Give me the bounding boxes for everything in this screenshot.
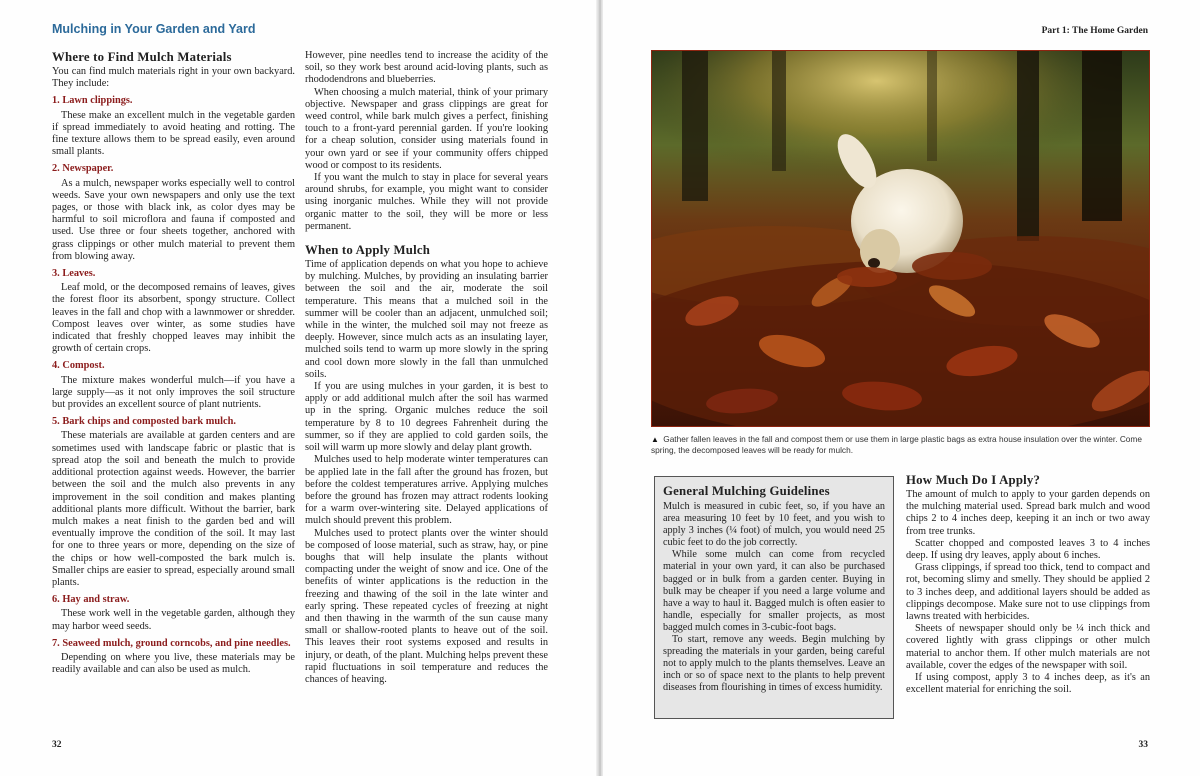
body-paragraph: If you are using mulches in your garden, it is best to apply or add additional mulch after the soil has warmed up in the spring. Organic mulches reduce the soil temperature by 8 to 10 degrees Fahrenheit during the summer, so if they are applied to cold garden soils, the soil will warm up more slowly and delay plant growth.: [305, 381, 548, 454]
guidelines-sidebar: [654, 476, 894, 719]
item-title: 6. Hay and straw.: [52, 594, 130, 606]
page-number-left: 32: [52, 740, 62, 750]
item-title: 7. Seaweed mulch, ground corncobs, and pine needles.: [52, 637, 291, 649]
body-paragraph: Sheets of newspaper should only be ¼ inch thick and covered lightly with grass clippings or other mulch material to anchor them. If other mulch materials are not available, cover the edges of the newspaper with soil.: [906, 623, 1150, 671]
item-paragraph: Leaf mold, or the decomposed remains of leaves, gives the forest floor its absorbent, spongy structure. Collect leaves in the fall and chop with a lawnmower or shredder. Compost leaves over winter, as some studies have indicated that freshly chopped leaves may inhibit the growth of certain crops.: [52, 282, 295, 355]
body-paragraph: However, pine needles tend to increase the acidity of the soil, so they work best around acid-loving plants, such as rhododendrons and blueberries.: [305, 50, 548, 86]
body-paragraph: If using compost, apply 3 to 4 inches deep, as it's an excellent material for enriching the soil.: [906, 672, 1150, 696]
left-column-2: [305, 50, 548, 686]
item-title: 4. Compost.: [52, 360, 105, 372]
item-paragraph: Depending on where you live, these materials may be readily available and can also be used as mulch.: [52, 651, 295, 676]
item-title: 2. Newspaper.: [52, 163, 114, 175]
item-paragraph: As a mulch, newspaper works especially well to control weeds. Save your own newspapers and only use the text pages, or those with black ink, as color dyes may be harmful to soil microflora and fauna if composted and used. Use three or four sheets together, anchored with grass clippings or other mulch material to prevent them from blowing away.: [52, 177, 295, 262]
photo-caption: [651, 434, 1151, 456]
page-number-right: 33: [1138, 740, 1148, 750]
running-head-right: Part 1: The Home Garden: [1041, 26, 1148, 36]
item-paragraph: The mixture makes wonderful mulch—if you have a large supply—as it not only improves the soil structure but provides an excellent source of plant nutrients.: [52, 374, 295, 411]
puppy-in-leaves-photo: [651, 50, 1150, 427]
body-paragraph: Grass clippings, if spread too thick, tend to compact and rot, becoming slimy and smelly. They should be applied 2 to 3 inches deep, and additional layers should be added as clippings decompose. Make sure not to use clippings from lawns treated with herbicides.: [906, 562, 1150, 623]
item-paragraph: These work well in the vegetable garden, although they may harbor weed seeds.: [52, 608, 295, 632]
body-paragraph: The amount of mulch to apply to your garden depends on the mulching material used. Spread bark mulch and wood chips 2 to 4 inches deep, keeping it an inch or two away from tree trunks.: [906, 489, 1150, 537]
body-paragraph: Scatter chopped and composted leaves 3 to 4 inches deep. If using dry leaves, apply about 6 inches.: [906, 537, 1150, 562]
body-paragraph: Time of application depends on what you hope to achieve by mulching. Mulches, by providing an insulating barrier between the soil and the air, moderate the soil temperature. This means that a mulched soil in the summer will be cooler than an adjacent, unmulched soil; while in the winter, the mulched soil may not freeze as deeply. However, since mulch acts as an insulating layer, mulched soils tend to warm up more slowly in the spring and cool down more slowly in the fall than unmulched soils.: [305, 259, 548, 380]
body-paragraph: Mulches used to protect plants over the winter should be composed of loose material, such as straw, hay, or pine boughs that will help insulate the plants without compacting under the weight of snow and ice. One of the benefits of winter applications is the reduction in the freezing and thawing of the soil in the late winter and early spring. These repeated cycles of freezing at night and then thawing in the warmth of the sun cause many small or shallow-rooted plants to heave out of the soil. This leaves their root systems exposed and results in injury, or death, of the plant. Mulching helps prevent these rapid fluctuations in soil temperature and reduces the chances of heaving.: [305, 527, 548, 685]
body-paragraph: Mulches used to help moderate winter temperatures can be applied late in the fall after the ground has frozen, but before the coldest temperatures arrive. Applying mulches before the ground has frozen may attract rodents looking for a warm over-wintering site. Delayed applications of mulch should prevent this problem.: [305, 454, 548, 527]
right-page: [603, 0, 1200, 776]
right-column-2: [906, 473, 1150, 696]
when-heading: When to Apply Mulch: [305, 243, 431, 258]
left-column-1: [52, 50, 295, 676]
sidebar-paragraph: While some mulch can come from recycled material in your own yard, it can also be purchased bagged or in bulk from a garden center. Buying in bulk may be cheaper if you need a large volume and have a way to haul it. Bagged mulch is often easier to handle, especially for smaller projects, as most bagged mulch comes in 3-cubic-foot bags.: [663, 549, 885, 633]
caption-text: Gather fallen leaves in the fall and compost them or use them in large plastic bags as extra house insulation over the winter. Come spring, the decomposed leaves will be ready for mulch.: [651, 434, 1142, 455]
caption-marker: ▲: [651, 435, 659, 444]
where-heading: Where to Find Mulch Materials: [52, 50, 232, 64]
sidebar-paragraph: To start, remove any weeds. Begin mulching by spreading the materials in your garden, being careful not to apply mulch to the plants themselves. Leave an inch or so of space next to the plants to help prevent diseases from flourishing in times of excess humidity.: [663, 634, 885, 694]
body-paragraph: If you want the mulch to stay in place for several years around shrubs, for example, you might want to consider using inorganic mulches. While they will not provide organic matter to the soil, they will be more or less permanent.: [305, 172, 548, 232]
how-heading: How Much Do I Apply?: [906, 473, 1041, 487]
item-title: 3. Leaves.: [52, 268, 96, 280]
item-paragraph: These make an excellent mulch in the vegetable garden if spread immediately to avoid heating and rotting. The fine texture allows them to be spread easily, even around small plants.: [52, 109, 295, 158]
item-paragraph: These materials are available at garden centers and are sometimes used with landscape fabric or plastic that is spread atop the soil and beneath the mulch to provide additional protection against weeds. However, the barrier between the soil and the mulch also prevents in any improvement in the soil condition and makes planting additional plants more difficult. Without the barrier, bark mulch makes a neat finish to the garden bed and will eventually improve the condition of the soil. It may last for one to three years or more, depending on the size of the chips or how well-composted the bark mulch is. Smaller chips are easier to spread, especially around small plants.: [52, 430, 295, 588]
sidebar-paragraph: Mulch is measured in cubic feet, so, if you have an area measuring 10 feet by 10 feet, and you wish to apply 3 inches (¼ foot) of mulch, you would need 25 cubic feet to do the job correctly.: [663, 501, 885, 549]
photo-illustration: [652, 51, 1150, 427]
where-intro: You can find mulch materials right in your own backyard. They include:: [52, 66, 295, 90]
item-title: 1. Lawn clippings.: [52, 95, 133, 107]
running-head-left: Mulching in Your Garden and Yard: [52, 22, 256, 36]
body-paragraph: When choosing a mulch material, think of your primary objective. Newspaper and grass clippings are great for weed control, while bark mulch gives a perfect, finishing touch to a front-yard perennial garden. If you're looking for a cheap solution, consider using materials found in your own yard or see if your community offers chipped wood or compost to its residents.: [305, 86, 548, 171]
sidebar-heading: General Mulching Guidelines: [663, 484, 830, 498]
item-title: 5. Bark chips and composted bark mulch.: [52, 416, 236, 428]
